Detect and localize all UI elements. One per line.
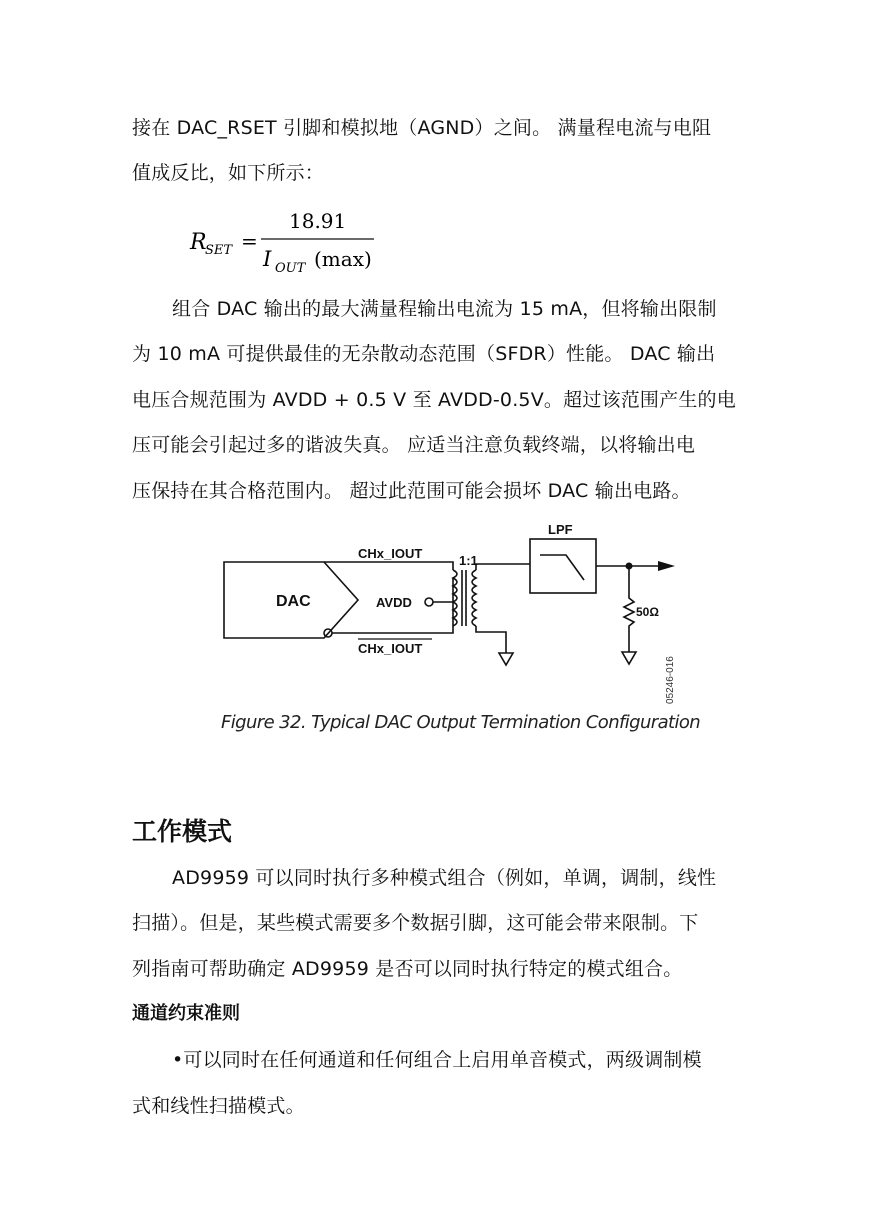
- resistor-50-ohm: [624, 566, 634, 652]
- dac-label: DAC: [276, 593, 311, 610]
- text-line: 列指南可帮助确定 AD9959 是否可以同时执行特定的模式组合。: [132, 958, 683, 980]
- resistor-label: 50Ω: [636, 605, 659, 619]
- section-heading: 工作模式: [132, 817, 233, 846]
- subheading: 通道约束准则: [132, 1003, 240, 1024]
- figure-code: 05246-016: [665, 656, 676, 704]
- formula-graphic: [186, 206, 386, 276]
- text-line: 电压合规范围为 AVDD + 0.5 V 至 AVDD-0.5V。超过该范围产生的电: [132, 389, 736, 411]
- secondary-coil: [472, 570, 476, 626]
- dac-termination-figure: [218, 518, 688, 714]
- lpf-label: LPF: [548, 522, 573, 537]
- circuit-diagram: [218, 518, 688, 714]
- text-line: 扫描）。但是，某些模式需要多个数据引脚，这可能会带来限制。下: [132, 912, 699, 934]
- ground-symbol: [499, 653, 513, 665]
- ground-symbol: [622, 652, 636, 664]
- junction-dot: [626, 563, 633, 570]
- text-line: 组合 DAC 输出的最大满量程输出电流为 15 mA，但将输出限制: [172, 298, 717, 320]
- wire-secondary-top: [476, 564, 530, 570]
- text-line: 式和线性扫描模式。: [132, 1095, 305, 1117]
- text-line: •可以同时在任何通道和任何组合上启用单音模式，两级调制模: [172, 1049, 702, 1071]
- formula-r-symbol: R: [190, 230, 207, 255]
- formula-max: (max): [314, 247, 372, 271]
- formula-equals: =: [241, 229, 258, 253]
- lpf-block: [530, 539, 596, 593]
- figure-caption: Figure 32. Typical DAC Output Termination Configuration: [221, 712, 701, 733]
- avdd-node: [425, 598, 433, 606]
- text-line: 压可能会引起过多的谐波失真。 应适当注意负载终端，以将输出电: [132, 434, 696, 456]
- formula-i-subscript: OUT: [275, 261, 306, 276]
- output-arrow: [658, 561, 675, 571]
- ratio-label: 1:1: [459, 553, 478, 568]
- text-line: AD9959 可以同时执行多种模式组合（例如，单调，调制，线性: [172, 867, 717, 889]
- wire-secondary-bottom: [476, 626, 506, 653]
- wire-iout: [324, 562, 453, 570]
- lpf-response-icon: [540, 555, 584, 580]
- text-line: 接在 DAC_RSET 引脚和模拟地（AGND）之间。 满量程电流与电阻: [132, 117, 712, 139]
- rset-formula: [186, 206, 386, 276]
- wire-iout-bar: [332, 625, 453, 633]
- formula-numerator: 18.91: [289, 209, 347, 233]
- formula-i-symbol: I: [263, 247, 272, 271]
- text-line: 为 10 mA 可提供最佳的无杂散动态范围（SFDR）性能。 DAC 输出: [132, 343, 716, 365]
- iout-bar-label: CHx_IOUT: [358, 641, 423, 656]
- avdd-label: AVDD: [376, 595, 412, 610]
- iout-label: CHx_IOUT: [358, 546, 423, 561]
- formula-r-subscript: SET: [205, 243, 233, 258]
- text-line: 压保持在其合格范围内。 超过此范围可能会损坏 DAC 输出电路。: [132, 480, 691, 502]
- text-line: 值成反比，如下所示：: [132, 162, 325, 184]
